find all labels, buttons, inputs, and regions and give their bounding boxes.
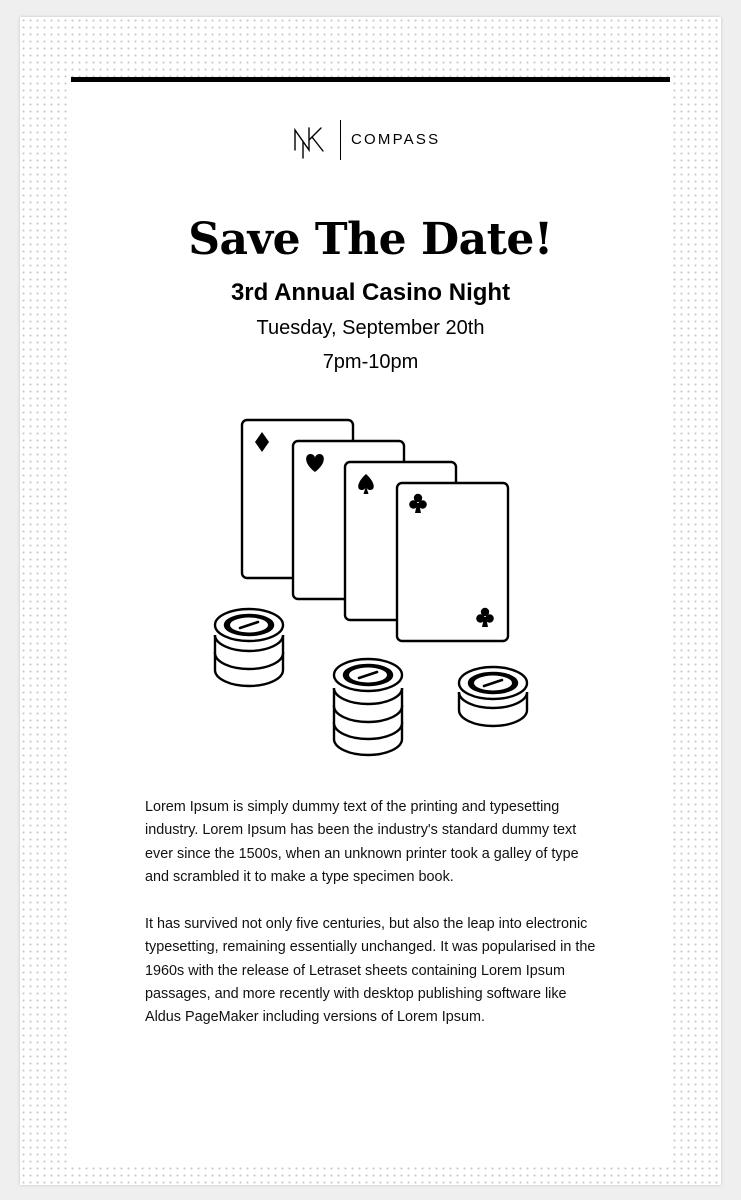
chip-stack-left	[215, 609, 283, 686]
nk-logo	[291, 120, 327, 160]
headline: Save The Date!	[188, 214, 553, 265]
event-name: 3rd Annual Casino Night	[230, 279, 511, 306]
logo-row	[71, 120, 670, 164]
compass-logo: COMPASS	[351, 131, 441, 148]
casino-illustration	[71, 407, 670, 757]
event-time: 7pm-10pm	[322, 351, 419, 373]
body-paragraph-1: Lorem Ipsum is simply dummy text of the printing and typesetting industry. Lorem Ipsum has been the industry's standard dummy text ever since the 1500s, when an unknown printer took a galley of type and scrambled it to make a type specimen book.	[145, 799, 579, 885]
event-date: Tuesday, September 20th	[256, 317, 485, 339]
body-paragraph-2: It has survived not only five centuries, but also the leap into electronic typesetting, remaining essentially unchanged. It was popularised in the 1960s with the release of Letraset sheets containing Lorem Ipsum passages, and more recently with desktop publishing software like Aldus PageMaker including versions of Lorem Ipsum.	[145, 916, 596, 1026]
logo-divider	[340, 120, 341, 160]
invitation-frame	[20, 17, 721, 1185]
chip-stack-right	[459, 667, 527, 726]
top-rule	[71, 77, 670, 82]
invitation-card	[71, 77, 670, 1167]
playing-card-club	[397, 483, 508, 641]
chip-stack-middle	[334, 659, 402, 755]
